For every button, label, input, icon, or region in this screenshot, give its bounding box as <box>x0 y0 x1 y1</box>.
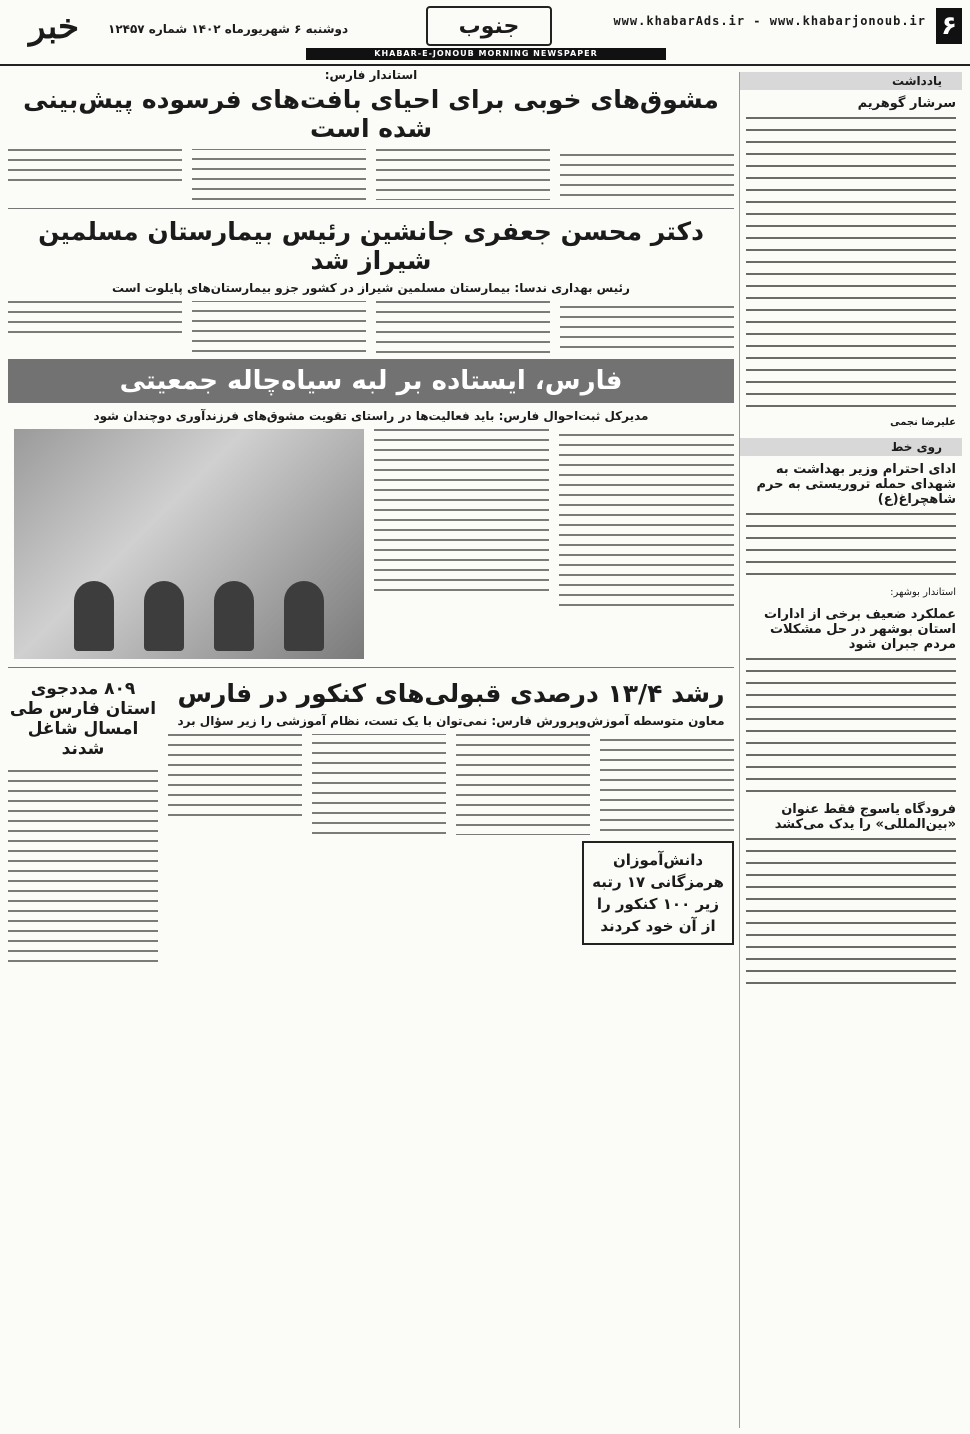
article-body <box>8 301 734 352</box>
divider <box>8 667 734 668</box>
side-item-body <box>746 513 956 575</box>
article-headline: دکتر محسن جعفری جانشین رئیس بیمارستان مسلمین شیراز شد <box>38 217 704 276</box>
side-item-title: فرودگاه یاسوج فقط عنوان «بین‌المللی» را یدک می‌کشد <box>774 802 956 832</box>
article-headline: ۸۰۹ مددجوی استان فارس طی امسال شاغل شدند <box>9 678 157 759</box>
article-body <box>8 765 158 970</box>
section-label: جنوب <box>426 6 552 46</box>
side-item-body <box>746 658 956 792</box>
issue-line: دوشنبه ۶ شهریورماه ۱۴۰۲ شماره ۱۲۴۵۷ <box>108 22 349 36</box>
article-headline: مشوق‌های خوبی برای احیای بافت‌های فرسوده پیش‌بینی شده است <box>23 85 719 143</box>
article-subhead: مدیرکل ثبت‌احوال فارس: باید فعالیت‌ها در راستای تقویت مشوق‌های فرزندآوری دوچندان شود <box>93 408 649 423</box>
konkur-callout: دانش‌آموزان هرمزگانی ۱۷ رتبه زیر ۱۰۰ کنکور را از آن خود کردند <box>582 841 734 945</box>
article-konkur <box>8 676 734 970</box>
article-subhead: رئیس بهداری ندسا: بیمارستان مسلمین شیراز در کشور جزو بیمارستان‌های پایلوت است <box>112 281 630 296</box>
masthead <box>0 0 970 66</box>
opinion-title: سرشار گوهریم <box>857 96 956 111</box>
article-body <box>374 429 734 659</box>
site-url[interactable]: www.khabarAds.ir - www.khabarjonoub.ir <box>613 14 926 28</box>
article-urban-renewal <box>8 68 734 200</box>
article-population <box>8 359 734 659</box>
article-kicker: استاندار فارس: <box>324 68 418 82</box>
english-name: KHABAR-E-JONOUB MORNING NEWSPAPER <box>306 48 666 60</box>
side-item-body <box>746 838 956 984</box>
article-body <box>8 149 734 200</box>
opinion-body <box>746 117 956 407</box>
opinion-label: یادداشت <box>740 72 962 90</box>
article-body <box>168 734 734 835</box>
divider <box>8 208 734 209</box>
side-item-kicker: استاندار بوشهر: <box>890 587 956 598</box>
main-content <box>8 68 734 970</box>
newspaper-logo: خبر <box>28 7 80 47</box>
article-headline: رشد ۱۳/۴ درصدی قبولی‌های کنکور در فارس <box>177 678 725 708</box>
article-subhead: معاون متوسطه آموزش‌وپرورش فارس: نمی‌توان با یک تست، نظام آموزشی را زیر سؤال برد <box>177 713 725 728</box>
article-hospital <box>8 217 734 352</box>
side-item-title: ادای احترام وزیر بهداشت به شهدای حمله تروریستی به حرم شاهچراغ(ع) <box>756 462 956 507</box>
line-label: روی خط <box>740 438 962 456</box>
sidebar <box>739 72 962 1428</box>
page-number: ۶ <box>936 8 962 44</box>
opinion-author: علیرضا نجمی <box>890 417 956 428</box>
meeting-photo <box>14 429 364 659</box>
side-item-title: عملکرد ضعیف برخی از ادارات استان بوشهر در حل مشکلات مردم جبران شود <box>763 607 956 652</box>
article-headline: فارس، ایستاده بر لبه سیاه‌چاله جمعیتی <box>8 359 734 403</box>
